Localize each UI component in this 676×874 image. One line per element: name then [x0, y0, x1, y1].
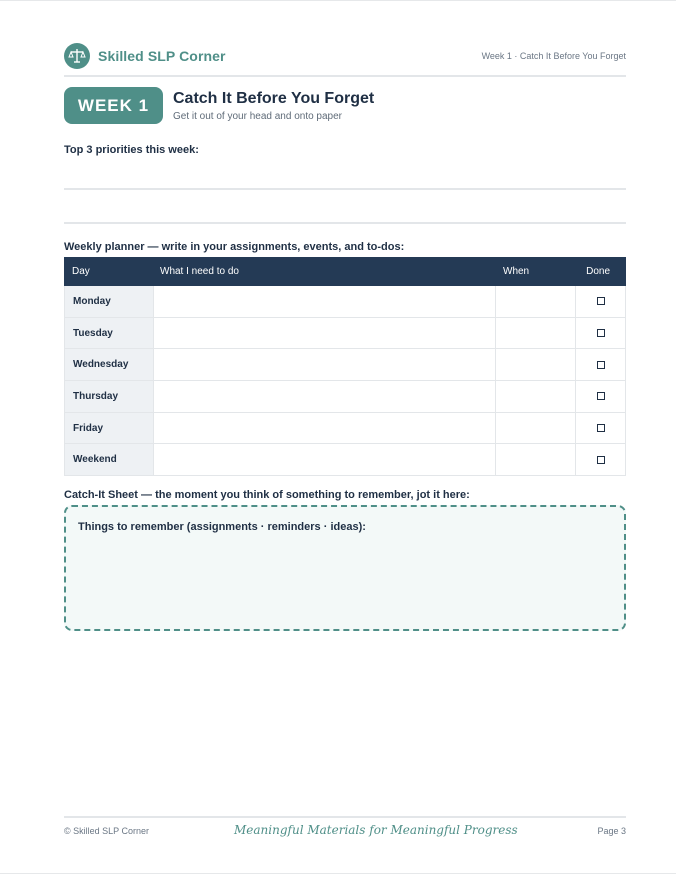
done-checkbox[interactable]: [597, 392, 605, 400]
brand: [64, 43, 226, 69]
page-subtitle: Get it out of your head and onto paper: [173, 111, 343, 122]
page-title: Catch It Before You Forget: [173, 90, 375, 107]
column-header-when: When: [503, 266, 530, 277]
footer-copyright: © Skilled SLP Corner: [64, 826, 150, 836]
catch-it-box[interactable]: [64, 505, 626, 631]
done-cell: [576, 413, 626, 444]
done-cell: [576, 318, 626, 349]
priorities-label: Top 3 priorities this week:: [64, 144, 199, 156]
table-row: [64, 349, 626, 381]
catch-it-label: Catch-It Sheet — the moment you think of something to remember, jot it here:: [64, 489, 470, 501]
when-cell[interactable]: [496, 349, 576, 380]
what-cell[interactable]: [154, 349, 496, 380]
brand-name: Skilled SLP Corner: [98, 48, 226, 64]
column-header-day: Day: [72, 266, 90, 277]
day-cell: Weekend: [64, 444, 154, 475]
what-cell[interactable]: [154, 413, 496, 444]
when-cell[interactable]: [496, 318, 576, 349]
table-row: [64, 286, 626, 318]
done-checkbox[interactable]: [597, 424, 605, 432]
catch-it-box-label: Things to remember (assignments · reminders · ideas):: [78, 521, 366, 533]
column-header-done: Done: [586, 266, 610, 277]
balance-scale-icon: [64, 43, 90, 69]
weekly-planner-table: [64, 257, 626, 476]
priority-line-1[interactable]: [64, 188, 626, 190]
planner-label: Weekly planner — write in your assignments, events, and to-dos:: [64, 241, 405, 253]
day-cell: Friday: [64, 413, 154, 444]
table-row: [64, 413, 626, 445]
what-cell[interactable]: [154, 444, 496, 475]
what-cell[interactable]: [154, 318, 496, 349]
table-row: [64, 444, 626, 476]
column-header-what: What I need to do: [160, 266, 239, 277]
planner-header-row: [64, 257, 626, 286]
done-cell: [576, 286, 626, 317]
done-cell: [576, 381, 626, 412]
table-row: [64, 318, 626, 350]
footer-divider: [64, 816, 626, 818]
priority-line-2[interactable]: [64, 222, 626, 224]
done-cell: [576, 349, 626, 380]
what-cell[interactable]: [154, 381, 496, 412]
day-cell: Wednesday: [64, 349, 154, 380]
header-week-label: Week 1 · Catch It Before You Forget: [481, 51, 626, 61]
when-cell[interactable]: [496, 381, 576, 412]
done-checkbox[interactable]: [597, 456, 605, 464]
week-badge: WEEK 1: [64, 87, 163, 124]
what-cell[interactable]: [154, 286, 496, 317]
day-cell: Thursday: [64, 381, 154, 412]
day-cell: Monday: [64, 286, 154, 317]
done-checkbox[interactable]: [597, 329, 605, 337]
when-cell[interactable]: [496, 444, 576, 475]
table-row: [64, 381, 626, 413]
when-cell[interactable]: [496, 286, 576, 317]
page-number: Page 3: [597, 826, 626, 836]
day-cell: Tuesday: [64, 318, 154, 349]
when-cell[interactable]: [496, 413, 576, 444]
header-divider: [64, 75, 626, 77]
done-checkbox[interactable]: [597, 297, 605, 305]
footer-tagline: Meaningful Materials for Meaningful Progress: [234, 823, 518, 837]
done-cell: [576, 444, 626, 475]
done-checkbox[interactable]: [597, 361, 605, 369]
